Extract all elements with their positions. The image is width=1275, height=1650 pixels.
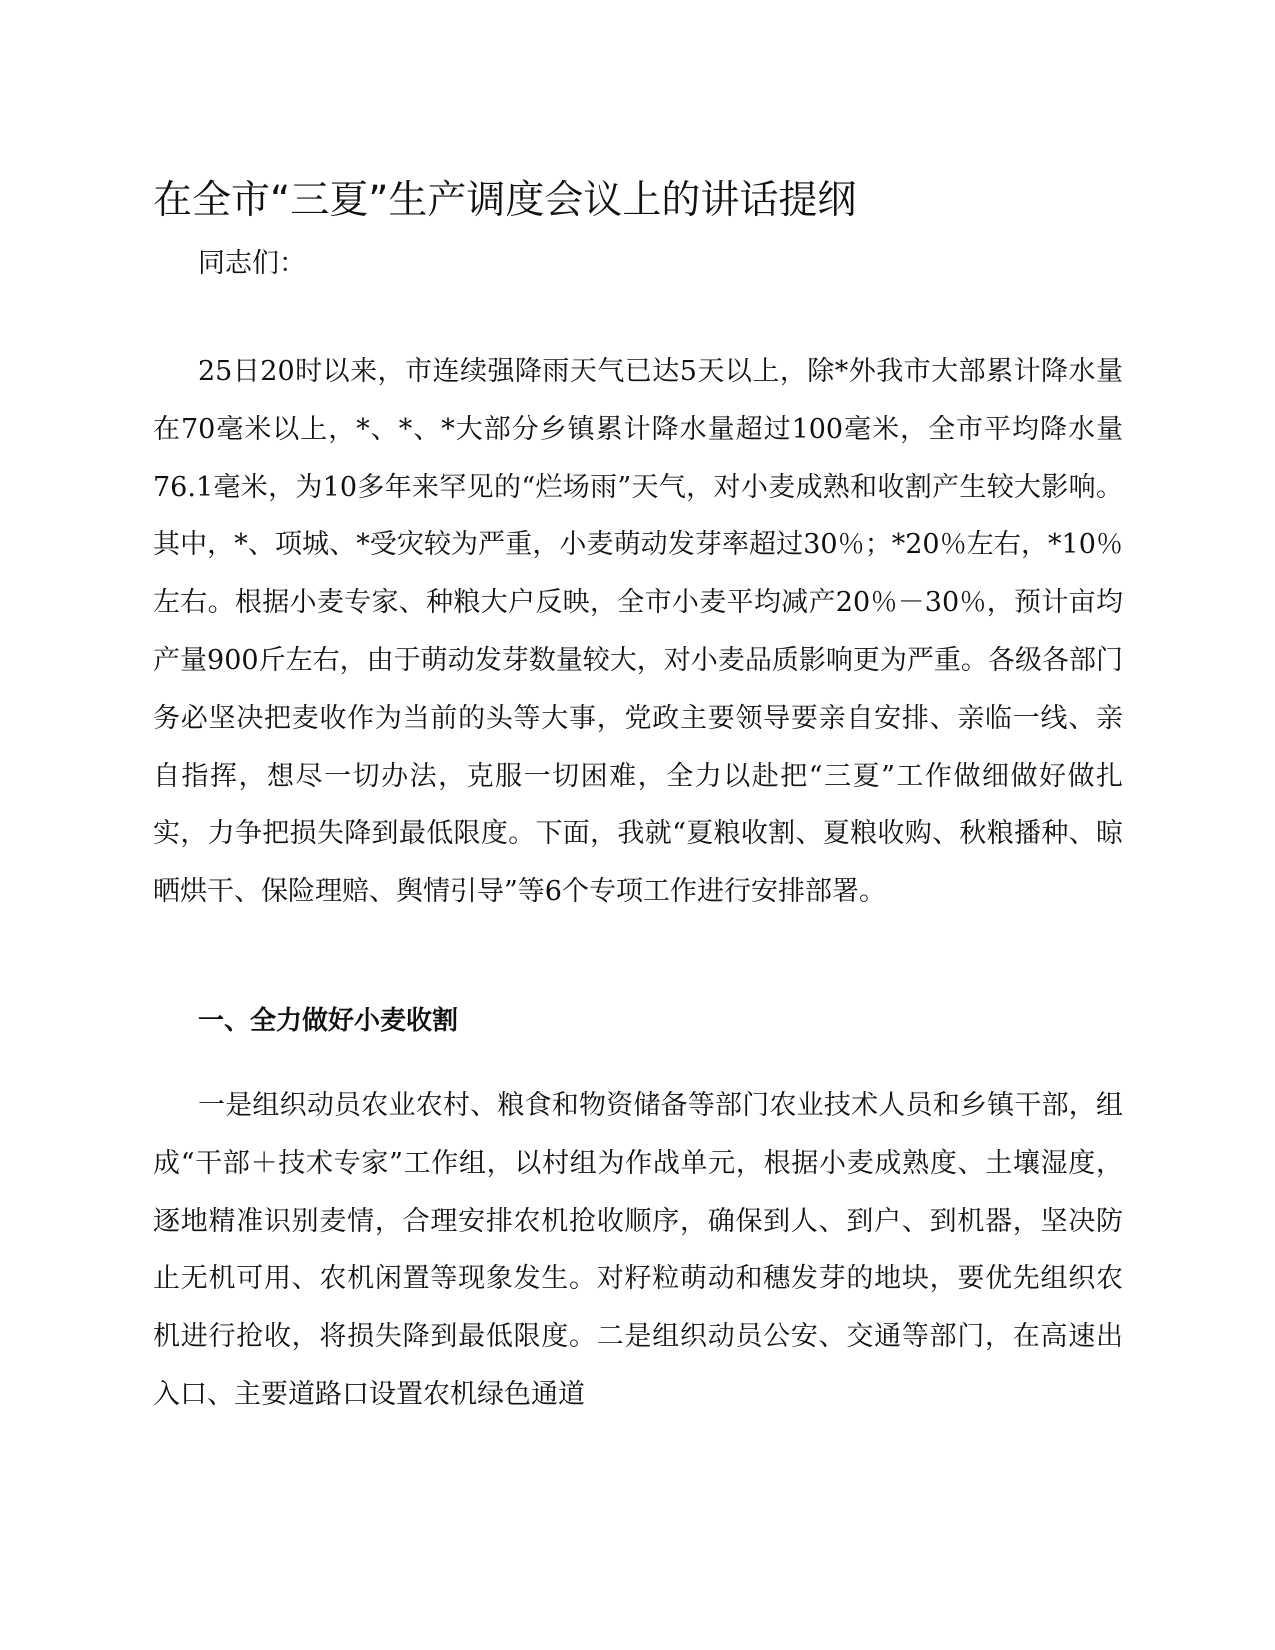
- salutation: 同志们：: [198, 248, 306, 279]
- body-paragraph: 25日20时以来，市连续强降雨天气已达5天以上，除*外我市大部累计降水量在70毫米以上，*、*、*大部分乡镇累计降水量超过100毫米，全市平均降水量76.1毫米，为10多年来罕见的“烂场雨”天气，对小麦成熟和收割产生较大影响。其中，*、项城、*受灾较为严重，小麦萌动发芽率超过30％；*20％左右，*10％左右。根据小麦专家、种粮大户反映，全市小麦平均减产20％－30％，预计亩均产量900斤左右，由于萌动发芽数量较大，对小麦品质影响更为严重。各级各部门务必坚决把麦收作为当前的头等大事，党政主要领导要亲自安排、亲临一线、亲自指挥，想尽一切办法，克服一切困难，全力以赴把“三夏”工作做细做好做扎实，力争把损失降到最低限度。下面，我就“夏粮收割、夏粮收购、秋粮播种、晾晒烘干、保险理赔、舆情引导”等6个专项工作进行安排部署。: [153, 356, 1123, 908]
- section-heading: 一、全力做好小麦收割: [198, 1006, 459, 1036]
- document-title: 在全市“三夏”生产调度会议上的讲话提纲: [153, 178, 857, 223]
- body-paragraph: 一是组织动员农业农村、粮食和物资储备等部门农业技术人员和乡镇干部，组成“干部＋技术专家”工作组，以村组为作战单元，根据小麦成熟度、土壤湿度，逐地精准识别麦情，合理安排农机抢收顺序，确保到人、到户、到机器，坚决防止无机可用、农机闲置等现象发生。对籽粒萌动和穗发芽的地块，要优先组织农机进行抢收，将损失降到最低限度。二是组织动员公安、交通等部门，在高速出入口、主要道路口设置农机绿色通道: [153, 1090, 1123, 1410]
